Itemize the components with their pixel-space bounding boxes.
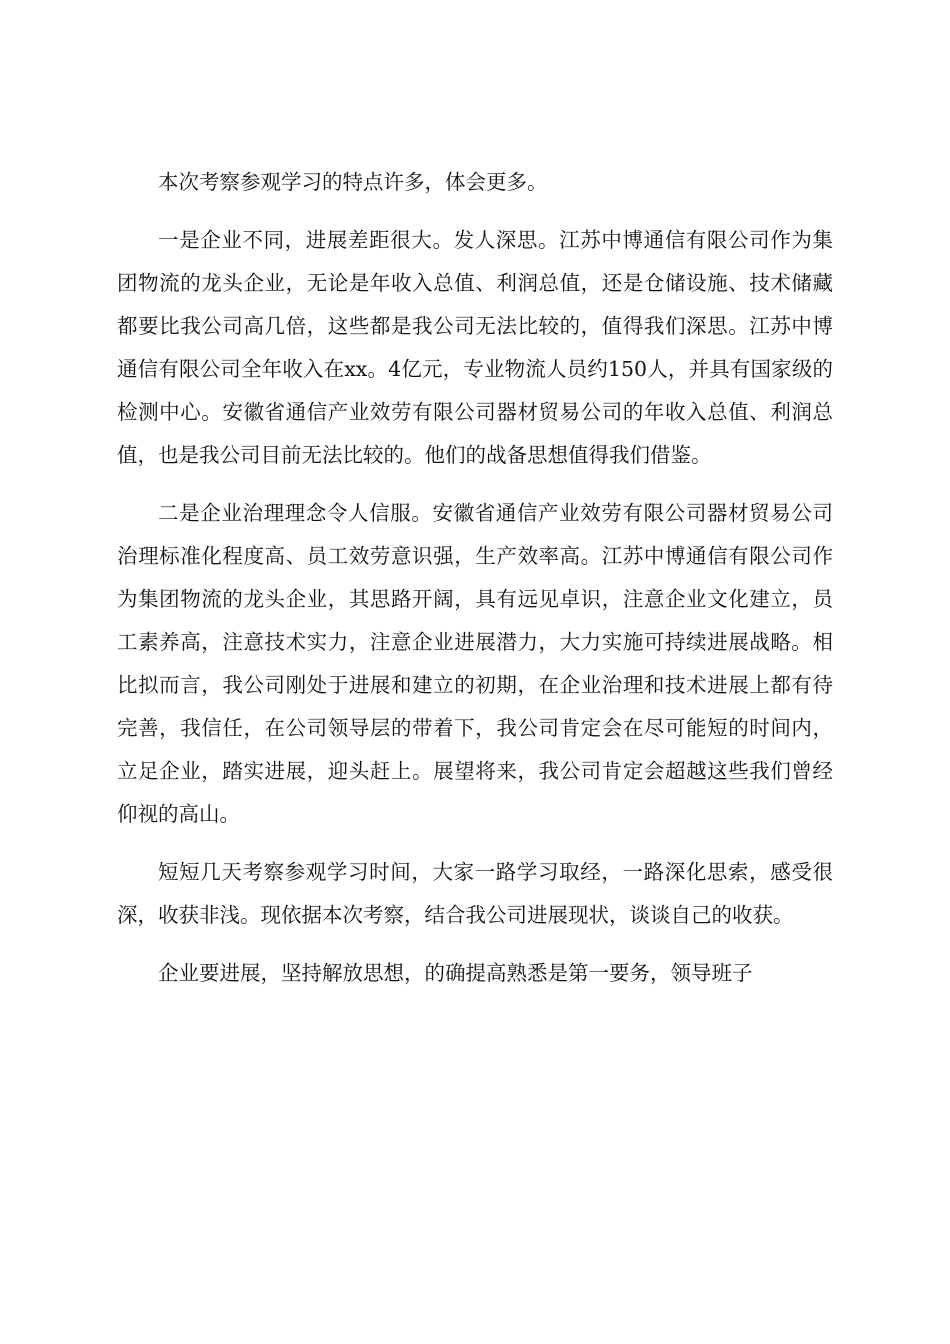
document-body	[117, 161, 833, 995]
paragraph-continuation: 企业要进展，坚持解放思想，的确提高熟悉是第一要务，领导班子	[158, 961, 753, 985]
paragraph-point-one: 一是企业不同，进展差距很大。发人深思。江苏中博通信有限公司作为集团物流的龙头企业，无论是年收入总值、利润总值，还是仓储设施、技术储藏都要比我公司高几倍，这些都是我公司无法比较的，值得我们深思。江苏中博通信有限公司全年收入在xx。4亿元，专业物流人员约150人，并具有国家级的检测中心。安徽省通信产业效劳有限公司器材贸易公司的年收入总值、利润总值，也是我公司目前无法比较的。他们的战备思想值得我们借鉴。	[117, 228, 833, 467]
paragraph-intro: 本次考察参观学习的特点许多，体会更多。	[158, 170, 548, 194]
paragraph-summary: 短短几天考察参观学习时间，大家一路学习取经，一路深化思索，感受很深，收获非浅。现依据本次考察，结合我公司进展现状，谈谈自己的收获。	[117, 860, 833, 927]
paragraph-point-two: 二是企业治理理念令人信服。安徽省通信产业效劳有限公司器材贸易公司治理标准化程度高、员工效劳意识强，生产效率高。江苏中博通信有限公司作为集团物流的龙头企业，其思路开阔，具有远见卓识，注意企业文化建立，员工素养高，注意技术实力，注意企业进展潜力，大力实施可持续进展战略。相比拟而言，我公司刚处于进展和建立的初期，在企业治理和技术进展上都有待完善，我信任，在公司领导层的带着下，我公司肯定会在尽可能短的时间内，立足企业，踏实进展，迎头赶上。展望将来，我公司肯定会超越这些我们曾经仰视的高山。	[117, 501, 833, 826]
